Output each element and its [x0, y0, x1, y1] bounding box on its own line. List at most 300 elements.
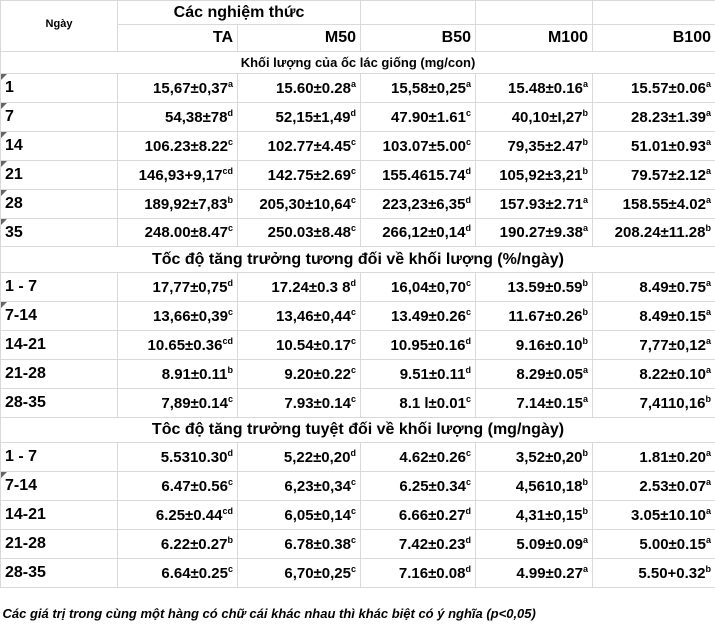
value-text: 6.25±0.34 [399, 478, 466, 495]
row-day-text: 21-28 [5, 365, 46, 382]
significance-letter: a [706, 79, 711, 89]
significance-letter: c [351, 564, 356, 574]
value-text: 15.57±0.06 [631, 80, 706, 97]
row-day-text: 1 - 7 [5, 278, 37, 295]
value-text: 5,22±0,20 [284, 449, 351, 466]
value-text: 17.24±0.3 8 [271, 279, 350, 296]
significance-letter: c [351, 394, 356, 404]
value-text: 7.42±0.23 [399, 536, 466, 553]
value-cell [361, 472, 476, 501]
significance-letter: c [351, 365, 356, 375]
value-cell [593, 360, 715, 389]
value-text: 103.07±5.00 [383, 138, 466, 155]
value-text: 6,70±0,25 [284, 565, 351, 582]
value-cell [476, 530, 593, 559]
value-text: 15,58±0,25 [391, 80, 466, 97]
significance-letter: c [351, 166, 356, 176]
value-text: 16,04±0,70 [391, 279, 466, 296]
significance-letter: a [351, 79, 356, 89]
value-cell [238, 501, 361, 530]
cell-comment-marker [1, 74, 7, 80]
row-day-text: 1 - 7 [5, 448, 37, 465]
significance-letter: a [466, 79, 471, 89]
significance-letter: a [706, 195, 711, 205]
row-day-text: 7-14 [5, 477, 37, 494]
table-row [1, 501, 715, 530]
header-ngay: Ngày [1, 1, 118, 52]
header-col-ta: TA [118, 25, 238, 52]
table-row [1, 530, 715, 559]
value-cell [118, 132, 238, 161]
table-row [1, 472, 715, 501]
value-text: 8.29±0.05 [516, 366, 583, 383]
value-cell [118, 190, 238, 219]
value-cell [593, 302, 715, 331]
value-text: 6.47±0.56 [161, 478, 228, 495]
row-day-text: 28-35 [5, 394, 46, 411]
row-day-label [1, 161, 118, 190]
value-cell [476, 559, 593, 588]
value-text: 10.95±0.16 [391, 337, 466, 354]
value-cell [361, 273, 476, 302]
value-cell [118, 530, 238, 559]
value-text: 17,77±0,75 [153, 279, 228, 296]
value-text: 13,66±0,39 [153, 308, 228, 325]
value-text: 155.4615.74 [382, 167, 465, 184]
significance-letter: c [351, 477, 356, 487]
table-row [1, 331, 715, 360]
significance-letter: a [583, 365, 588, 375]
value-text: 190.27±9.38 [500, 224, 583, 241]
value-text: 79.57±2.12 [631, 167, 706, 184]
value-text: 6.25±0.44 [156, 507, 223, 524]
value-text: 7.93±0.14 [284, 395, 351, 412]
value-cell [361, 559, 476, 588]
value-text: 9.16±0.10 [516, 337, 583, 354]
significance-letter: a [706, 108, 711, 118]
significance-letter: d [466, 506, 472, 516]
value-text: 105,92±3,21 [499, 167, 582, 184]
significance-letter: a [228, 79, 233, 89]
significance-letter: a [583, 195, 588, 205]
value-text: 7,89±0.14 [161, 395, 228, 412]
significance-letter: b [228, 365, 234, 375]
value-cell [593, 132, 715, 161]
significance-letter: d [228, 108, 234, 118]
value-text: 79,35±2.47 [508, 138, 583, 155]
significance-letter: a [706, 535, 711, 545]
value-text: 13,46±0,44 [276, 308, 351, 325]
table-row [1, 132, 715, 161]
value-cell [476, 273, 593, 302]
section-title: Khối lượng của ốc lác giống (mg/con) [1, 52, 715, 74]
value-cell [476, 389, 593, 418]
value-cell [238, 103, 361, 132]
value-text: 40,10±I,27 [512, 109, 583, 126]
significance-letter: c [351, 336, 356, 346]
row-day-label [1, 103, 118, 132]
row-day-text: 7-14 [5, 307, 37, 324]
value-cell [593, 501, 715, 530]
value-cell [361, 74, 476, 103]
significance-letter: c [466, 307, 471, 317]
value-cell [593, 389, 715, 418]
value-text: 15.48±0.16 [508, 80, 583, 97]
row-day-text: 28-35 [5, 564, 46, 581]
significance-letter: a [706, 336, 711, 346]
value-text: 52,15±1,49 [276, 109, 351, 126]
value-text: 5.00±0.15 [639, 536, 706, 553]
significance-letter: d [351, 278, 357, 288]
value-text: 3.05±10.10 [631, 507, 706, 524]
significance-letter: c [466, 448, 471, 458]
value-text: 157.93±2.71 [500, 196, 583, 213]
significance-letter: d [351, 108, 357, 118]
table-row [1, 161, 715, 190]
value-text: 266,12±0,14 [382, 224, 465, 241]
significance-letter: a [706, 448, 711, 458]
value-cell [476, 302, 593, 331]
table-row [1, 190, 715, 219]
table-body [1, 52, 715, 588]
value-cell [361, 360, 476, 389]
value-cell [238, 190, 361, 219]
significance-letter: c [228, 394, 233, 404]
value-cell [118, 273, 238, 302]
significance-letter: a [706, 166, 711, 176]
value-cell [361, 389, 476, 418]
table-row [1, 273, 715, 302]
row-day-label [1, 219, 118, 247]
significance-letter: a [583, 564, 588, 574]
value-cell [361, 132, 476, 161]
section-title: Tốc độ tăng trưởng tương đối về khối lượng (%/ngày) [1, 247, 715, 273]
value-text: 4.62±0.26 [399, 449, 466, 466]
value-text: 4.99±0.27 [516, 565, 583, 582]
value-cell [361, 331, 476, 360]
row-day-label [1, 389, 118, 418]
significance-letter: c [466, 137, 471, 147]
cell-comment-marker [1, 190, 7, 196]
value-cell [238, 389, 361, 418]
significance-letter: c [466, 394, 471, 404]
value-cell [593, 331, 715, 360]
value-text: 8.49±0.15 [639, 308, 706, 325]
value-cell [361, 219, 476, 247]
significance-letter: b [228, 195, 234, 205]
significance-letter: c [228, 137, 233, 147]
value-text: 4,31±0,15 [516, 507, 583, 524]
value-text: 250.03±8.48 [268, 224, 351, 241]
value-text: 9.20±0.22 [284, 366, 351, 383]
value-text: 8.1 l±0.01 [399, 395, 466, 412]
value-text: 5.50+0.32 [638, 565, 705, 582]
significance-letter: c [228, 307, 233, 317]
significance-letter: a [583, 394, 588, 404]
value-text: 28.23±1.39 [631, 109, 706, 126]
value-cell [118, 389, 238, 418]
value-cell [238, 559, 361, 588]
significance-letter: c [466, 278, 471, 288]
row-day-label [1, 132, 118, 161]
row-day-text: 35 [5, 224, 23, 241]
header-col-m100: M100 [476, 25, 593, 52]
value-cell [361, 443, 476, 472]
value-text: 223,23±6,35 [382, 196, 465, 213]
cell-comment-marker [1, 472, 7, 478]
significance-letter: c [466, 108, 471, 118]
significance-letter: c [351, 195, 356, 205]
value-cell [238, 443, 361, 472]
significance-letter: b [583, 166, 589, 176]
significance-letter: c [228, 223, 233, 233]
value-text: 208.24±11.28 [615, 224, 706, 241]
significance-letter: d [466, 564, 472, 574]
significance-letter: a [583, 79, 588, 89]
cell-comment-marker [1, 219, 7, 225]
value-text: 15,67±0,37 [153, 80, 228, 97]
table-row [1, 103, 715, 132]
value-text: 3,52±0,20 [516, 449, 583, 466]
cell-comment-marker [1, 302, 7, 308]
value-text: 47.90±1.61 [391, 109, 466, 126]
value-text: 13.49±0.26 [391, 308, 466, 325]
value-cell [238, 472, 361, 501]
table-row [1, 559, 715, 588]
row-day-label [1, 273, 118, 302]
row-day-text: 14 [5, 137, 23, 154]
row-day-text: 14-21 [5, 506, 46, 523]
table-row [1, 74, 715, 103]
value-cell [238, 219, 361, 247]
significance-letter: a [583, 223, 588, 233]
value-cell [118, 219, 238, 247]
significance-letter: b [583, 506, 589, 516]
value-cell [361, 161, 476, 190]
table-row [1, 360, 715, 389]
value-text: 8.22±0.10 [639, 366, 706, 383]
value-text: 6,23±0,34 [284, 478, 351, 495]
value-text: 102.77±4.45 [268, 138, 351, 155]
cell-comment-marker [1, 132, 7, 138]
value-cell [118, 443, 238, 472]
row-day-label [1, 559, 118, 588]
value-cell [361, 530, 476, 559]
header-col-b50: B50 [361, 25, 476, 52]
table-row [1, 302, 715, 331]
value-text: 6,05±0,14 [284, 507, 351, 524]
value-cell [118, 161, 238, 190]
significance-letter: d [228, 448, 234, 458]
value-text: 7.14±0.15 [516, 395, 583, 412]
significance-letter: b [706, 223, 712, 233]
row-day-label [1, 530, 118, 559]
footnote: Các giá trị trong cùng một hàng có chữ cái khác nhau thì khác biệt có ý nghĩa (p<0,05) [1, 602, 715, 626]
significance-letter: cd [222, 166, 233, 176]
significance-letter: c [228, 477, 233, 487]
significance-letter: d [466, 223, 472, 233]
row-day-label [1, 302, 118, 331]
significance-letter: b [583, 278, 589, 288]
value-cell [361, 501, 476, 530]
row-day-label [1, 443, 118, 472]
value-cell [593, 74, 715, 103]
significance-letter: a [706, 506, 711, 516]
value-text: 5.5310.30 [161, 449, 228, 466]
value-cell [118, 302, 238, 331]
value-cell [476, 103, 593, 132]
row-day-text: 7 [5, 108, 14, 125]
row-day-label [1, 360, 118, 389]
row-day-label [1, 190, 118, 219]
table-row [1, 389, 715, 418]
table-row [1, 219, 715, 247]
value-text: 7,77±0,12 [639, 337, 706, 354]
significance-letter: a [706, 365, 711, 375]
value-text: 6.78±0.38 [284, 536, 351, 553]
value-text: 13.59±0.59 [508, 279, 583, 296]
value-text: 9.51±0.11 [400, 366, 466, 383]
significance-letter: c [351, 137, 356, 147]
row-day-label [1, 501, 118, 530]
significance-letter: b [583, 307, 589, 317]
significance-letter: b [706, 394, 712, 404]
value-text: 6.22±0.27 [161, 536, 228, 553]
value-text: 205,30±10,64 [259, 196, 351, 213]
value-cell [361, 103, 476, 132]
value-cell [476, 74, 593, 103]
value-cell [118, 331, 238, 360]
value-text: 106.23±8.22 [145, 138, 228, 155]
value-text: 7.16±0.08 [399, 565, 466, 582]
value-text: 10.65±0.36 [148, 337, 223, 354]
row-day-text: 14-21 [5, 336, 46, 353]
value-cell [238, 74, 361, 103]
row-day-label [1, 74, 118, 103]
value-text: 189,92±7,83 [144, 196, 227, 213]
row-day-text: 21-28 [5, 535, 46, 552]
value-cell [476, 132, 593, 161]
value-text: 248.00±8.47 [145, 224, 228, 241]
significance-letter: cd [222, 336, 233, 346]
significance-letter: b [583, 448, 589, 458]
value-cell [476, 190, 593, 219]
row-day-text: 21 [5, 166, 23, 183]
row-day-label [1, 472, 118, 501]
significance-letter: c [466, 477, 471, 487]
value-cell [593, 559, 715, 588]
value-text: 6.66±0.27 [399, 507, 466, 524]
value-text: 7,4110,16 [640, 395, 706, 412]
header-col-m50: M50 [238, 25, 361, 52]
significance-letter: cd [222, 506, 233, 516]
value-cell [476, 472, 593, 501]
value-cell [476, 219, 593, 247]
value-text: 54,38±78 [165, 109, 227, 126]
row-day-label [1, 331, 118, 360]
significance-letter: a [706, 307, 711, 317]
value-text: 10.54±0.17 [276, 337, 351, 354]
significance-letter: a [706, 477, 711, 487]
value-text: 6.64±0.25 [161, 565, 228, 582]
value-cell [593, 273, 715, 302]
value-text: 8.91±0.11 [162, 366, 228, 383]
value-cell [593, 530, 715, 559]
value-text: 11.67±0.26 [508, 308, 582, 325]
header-col-b100: B100 [593, 25, 715, 52]
value-cell [593, 103, 715, 132]
value-cell [238, 132, 361, 161]
significance-letter: b [583, 336, 589, 346]
value-cell [593, 219, 715, 247]
significance-letter: c [351, 223, 356, 233]
significance-letter: b [583, 137, 589, 147]
value-text: 142.75±2.69 [268, 167, 351, 184]
value-cell [118, 501, 238, 530]
significance-letter: d [466, 365, 472, 375]
significance-letter: d [466, 195, 472, 205]
value-cell [118, 360, 238, 389]
cell-comment-marker [1, 161, 7, 167]
value-cell [476, 443, 593, 472]
value-cell [476, 161, 593, 190]
section-title: Tôc độ tăng trưởng tuyệt đối về khối lượng (mg/ngày) [1, 418, 715, 443]
value-cell [476, 501, 593, 530]
value-cell [118, 559, 238, 588]
row-day-text: 28 [5, 195, 23, 212]
value-cell [238, 161, 361, 190]
significance-letter: a [706, 278, 711, 288]
significance-letter: c [351, 535, 356, 545]
value-text: 15.60±0.28 [276, 80, 351, 97]
value-cell [361, 190, 476, 219]
significance-letter: b [583, 108, 589, 118]
significance-letter: d [466, 166, 472, 176]
value-text: 51.01±0.93 [631, 138, 706, 155]
value-text: 5.09±0.09 [516, 536, 583, 553]
value-cell [238, 360, 361, 389]
value-cell [238, 302, 361, 331]
significance-letter: c [351, 506, 356, 516]
significance-letter: a [706, 137, 711, 147]
value-cell [593, 472, 715, 501]
significance-letter: b [583, 477, 589, 487]
value-text: 1.81±0.20 [639, 449, 706, 466]
value-cell [593, 443, 715, 472]
significance-letter: b [706, 564, 712, 574]
value-text: 4,5610,18 [516, 478, 583, 495]
significance-letter: c [228, 564, 233, 574]
table-row [1, 443, 715, 472]
value-cell [238, 331, 361, 360]
value-cell [361, 302, 476, 331]
value-text: 158.55±4.02 [623, 196, 706, 213]
value-cell [476, 360, 593, 389]
significance-letter: b [228, 535, 234, 545]
value-cell [238, 273, 361, 302]
value-cell [118, 472, 238, 501]
significance-letter: d [466, 535, 472, 545]
cell-comment-marker [1, 103, 7, 109]
significance-letter: d [351, 448, 357, 458]
value-cell [593, 190, 715, 219]
value-cell [593, 161, 715, 190]
significance-letter: a [583, 535, 588, 545]
significance-letter: d [466, 336, 472, 346]
value-text: 146,93+9,17 [139, 167, 223, 184]
value-text: 2.53±0.07 [639, 478, 706, 495]
value-cell [118, 103, 238, 132]
